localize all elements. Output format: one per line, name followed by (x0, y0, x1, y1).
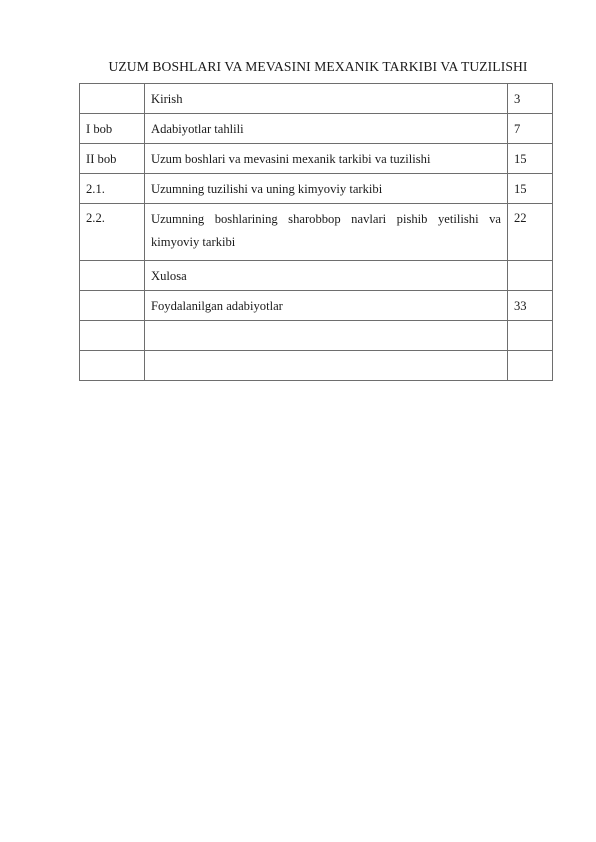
toc-title: Xulosa (145, 261, 508, 291)
toc-page: 15 (508, 174, 553, 204)
table-row (80, 174, 553, 204)
toc-page: 15 (508, 144, 553, 174)
toc-section: 2.2. (80, 204, 145, 261)
table-row (80, 351, 553, 381)
table-of-contents (79, 83, 553, 381)
toc-page: 7 (508, 114, 553, 144)
toc-page: 22 (508, 204, 553, 261)
toc-title (145, 321, 508, 351)
table-row (80, 321, 553, 351)
toc-title: Adabiyotlar tahlili (145, 114, 508, 144)
toc-title: Foydalanilgan adabiyotlar (145, 291, 508, 321)
toc-title: Uzumning tuzilishi va uning kimyoviy tarkibi (145, 174, 508, 204)
table-row (80, 114, 553, 144)
toc-section: I bob (80, 114, 145, 144)
toc-page: 33 (508, 291, 553, 321)
toc-section (80, 351, 145, 381)
toc-page (508, 351, 553, 381)
table-row (80, 291, 553, 321)
toc-page (508, 261, 553, 291)
toc-page (508, 321, 553, 351)
toc-section: II bob (80, 144, 145, 174)
table-row (80, 144, 553, 174)
toc-title: Uzum boshlari va mevasini mexanik tarkibi va tuzilishi (145, 144, 508, 174)
toc-section (80, 291, 145, 321)
toc-section (80, 261, 145, 291)
toc-title: Kirish (145, 84, 508, 114)
toc-section (80, 321, 145, 351)
toc-section (80, 84, 145, 114)
page-title: UZUM BOSHLARI VA MEVASINI MEXANIK TARKIBI VA TUZILISHI (108, 59, 528, 74)
toc-page: 3 (508, 84, 553, 114)
toc-section: 2.1. (80, 174, 145, 204)
table-row (80, 84, 553, 114)
toc-title (145, 351, 508, 381)
table-row (80, 204, 553, 261)
toc-title: Uzumning boshlarining sharobbop navlari pishib yetilishi va kimyoviy tarkibi (145, 204, 508, 261)
table-row (80, 261, 553, 291)
